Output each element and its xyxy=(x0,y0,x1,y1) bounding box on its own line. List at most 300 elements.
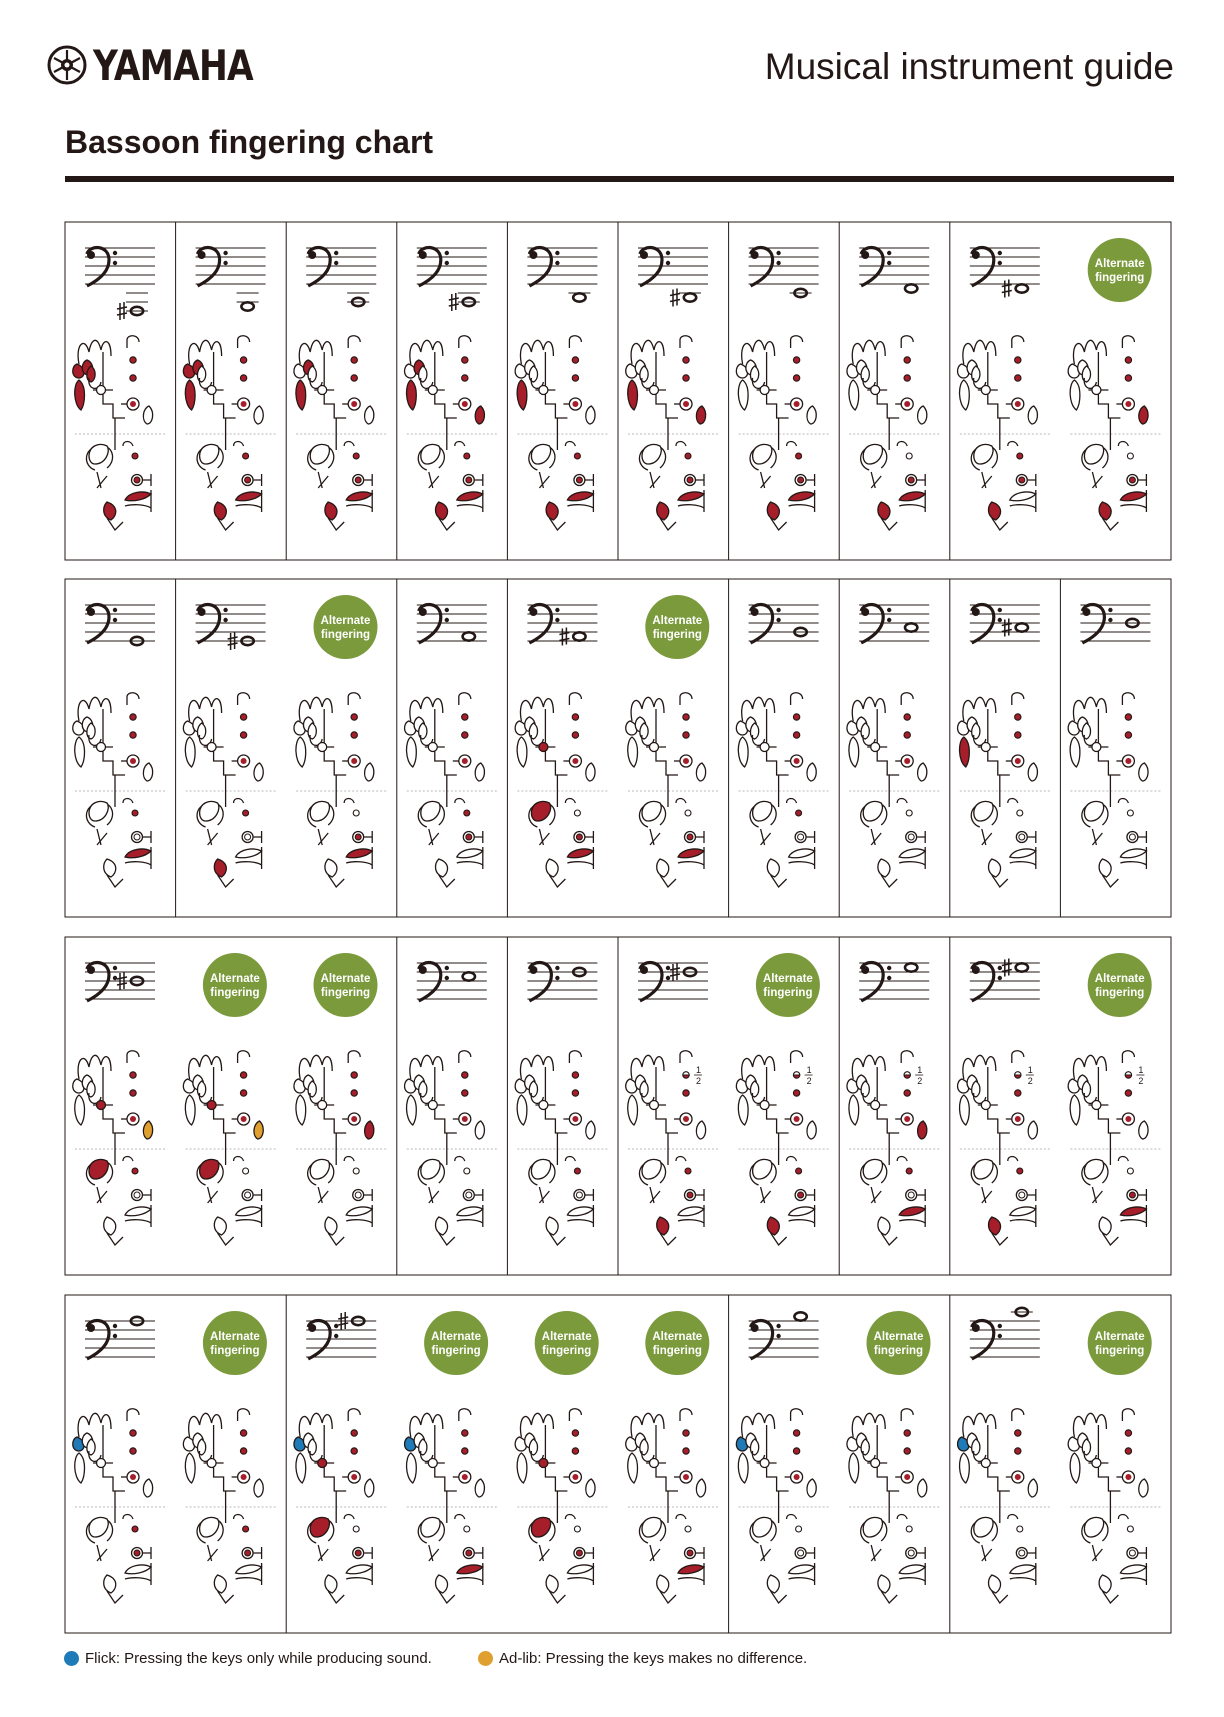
hole-guard xyxy=(901,1409,913,1421)
note-group xyxy=(507,579,720,917)
boot-hole-1 xyxy=(353,1168,359,1174)
boot-hole-arm xyxy=(917,1547,925,1559)
whisper-key xyxy=(1092,743,1101,752)
boot-linkage xyxy=(871,1187,881,1203)
right-thumb-key xyxy=(531,1517,550,1537)
chart-row xyxy=(65,937,1171,1275)
whisper-key xyxy=(760,1101,769,1110)
alternate-label: Alternate xyxy=(1094,1331,1145,1343)
hole-guard xyxy=(1012,1051,1024,1063)
note-head xyxy=(573,293,585,301)
boot-hole-2 xyxy=(134,1550,140,1556)
wing-joint-outline xyxy=(863,1067,899,1133)
wing-keys-outline xyxy=(299,697,332,721)
right-thumb-key xyxy=(200,444,219,464)
clef-head xyxy=(419,608,427,616)
wing-keys-outline xyxy=(1073,697,1106,721)
boot-hole-guard xyxy=(123,1515,133,1520)
thumb-key-bf4 xyxy=(750,1081,758,1097)
right-thumb-key xyxy=(310,444,329,464)
pinky-key xyxy=(918,763,927,781)
finger-hole-3 xyxy=(351,1474,357,1480)
thumb-key-bf3 xyxy=(296,380,306,410)
whisper-key xyxy=(318,386,327,395)
boot-linkage xyxy=(650,1187,660,1203)
clef-head xyxy=(87,251,95,259)
wing-joint-outline xyxy=(863,1425,899,1491)
whisper-key xyxy=(981,743,990,752)
pinky-key xyxy=(586,1479,595,1497)
wing-keys-outline xyxy=(852,1055,885,1079)
hole-guard xyxy=(1122,1409,1134,1421)
thumb-bb-key xyxy=(657,1217,669,1235)
thumb-bb-key xyxy=(878,1217,890,1235)
wing-keys-outline xyxy=(852,697,885,721)
whisper-key xyxy=(207,386,216,395)
boot-hole-2 xyxy=(908,1192,914,1198)
whisper-key xyxy=(207,1101,216,1110)
alternate-badge xyxy=(1088,953,1152,1017)
alternate-label: Alternate xyxy=(652,615,703,627)
clef-head xyxy=(308,1324,316,1332)
right-thumb-key xyxy=(531,444,550,464)
boot-hole-2 xyxy=(1019,834,1025,840)
right-thumb-key xyxy=(642,1517,661,1537)
finger-hole-1 xyxy=(1015,357,1021,363)
pinky-f-key xyxy=(567,849,593,858)
right-thumb-key xyxy=(974,444,993,464)
hole-guard xyxy=(901,336,913,348)
wing-joint-outline xyxy=(1084,352,1120,418)
wing-joint-outline xyxy=(752,1067,788,1133)
boot-hole-2 xyxy=(1129,1192,1135,1198)
finger-hole-2 xyxy=(462,375,468,381)
alternate-label: fingering xyxy=(320,987,371,999)
clef-dot xyxy=(998,261,1002,265)
finger-hole-2 xyxy=(904,1448,910,1454)
finger-hole-3 xyxy=(794,401,800,407)
boot-hole-2 xyxy=(798,1550,804,1556)
thumb-bb-key xyxy=(1099,1575,1111,1593)
clef-head xyxy=(419,966,427,974)
note-head xyxy=(573,632,585,640)
boot-hole-1 xyxy=(132,1168,138,1174)
whisper-key xyxy=(871,1459,880,1468)
alternate-label: fingering xyxy=(873,1345,924,1357)
boot-hole-1 xyxy=(1127,1526,1133,1532)
boot-linkage xyxy=(539,1187,549,1203)
boot-hole-1 xyxy=(685,1168,691,1174)
alternate-badge xyxy=(867,1311,931,1375)
boot-hole-arm xyxy=(254,1189,262,1201)
thumb-bb-key xyxy=(546,502,558,520)
boot-hole-arm xyxy=(1028,831,1036,843)
finger-hole-3 xyxy=(572,401,578,407)
boot-hole-1 xyxy=(906,1526,912,1532)
pinky-f-key xyxy=(457,1565,483,1574)
thumb-key-bf4 xyxy=(750,1439,758,1455)
boot-hole-1 xyxy=(906,810,912,816)
thumb-key-bf4 xyxy=(87,366,95,382)
wing-joint-outline xyxy=(642,352,678,418)
boot-linkage xyxy=(429,829,439,845)
wing-keys-outline xyxy=(852,340,885,364)
pinky-key xyxy=(365,1121,374,1139)
boot-hole-arm xyxy=(696,1189,704,1201)
finger-hole-2 xyxy=(572,1090,578,1096)
thumb-key-bf3 xyxy=(75,737,85,767)
pinky-key xyxy=(475,763,484,781)
wing-keys-outline xyxy=(631,340,664,364)
half-label: 1 xyxy=(1138,1065,1144,1075)
alternate-label: fingering xyxy=(652,1345,702,1357)
hole-guard xyxy=(901,1051,913,1063)
finger-hole-1 xyxy=(130,714,136,720)
half-label: 2 xyxy=(1138,1076,1144,1086)
finger-hole-3 xyxy=(130,758,136,764)
hole-guard xyxy=(569,1051,581,1063)
thumb-key-bf3 xyxy=(628,1453,638,1483)
thumb-bb-key xyxy=(104,1217,116,1235)
thumb-key-bf3 xyxy=(960,380,970,410)
pinky-key xyxy=(1139,1121,1148,1139)
right-thumb-key xyxy=(421,801,440,821)
finger-hole-1 xyxy=(351,357,357,363)
pinky-key xyxy=(1028,1479,1037,1497)
boot-hole-1 xyxy=(132,810,138,816)
finger-hole-3 xyxy=(683,1474,689,1480)
clef-dot xyxy=(334,1334,338,1338)
right-thumb-key xyxy=(753,1517,772,1537)
note-group xyxy=(950,222,1163,560)
thumb-key-bf3 xyxy=(407,1453,417,1483)
thumb-key-bf3 xyxy=(407,1095,417,1125)
pinky-f-key xyxy=(678,492,704,501)
boot-hole-guard xyxy=(455,799,465,804)
boot-hole-guard xyxy=(676,442,686,447)
thumb-bb-key xyxy=(546,1575,558,1593)
finger-hole-1 xyxy=(683,357,689,363)
finger-hole-3 xyxy=(241,758,247,764)
clef-head xyxy=(1082,608,1090,616)
thumb-key-bf4 xyxy=(197,1081,205,1097)
thumb-key-bf3 xyxy=(517,380,527,410)
whisper-key xyxy=(760,743,769,752)
hole-guard xyxy=(127,693,139,705)
wing-keys-outline xyxy=(78,1413,111,1437)
boot-hole-arm xyxy=(585,831,593,843)
finger-hole-1 xyxy=(351,714,357,720)
clef-dot xyxy=(113,618,117,622)
wing-keys-outline xyxy=(520,1413,553,1437)
boot-hole-arm xyxy=(1138,1547,1146,1559)
clef-dot xyxy=(666,251,670,255)
boot-hole-2 xyxy=(134,1192,140,1198)
finger-hole-2 xyxy=(462,732,468,738)
right-thumb-key xyxy=(863,801,882,821)
thumb-key-bf4 xyxy=(640,1081,648,1097)
thumb-bb-key xyxy=(436,859,448,877)
boot-hole-guard xyxy=(787,1157,797,1162)
note-head xyxy=(241,302,253,310)
whisper-key xyxy=(318,1101,327,1110)
clef-dot xyxy=(223,608,227,612)
pinky-key xyxy=(807,1121,816,1139)
half-label: 1 xyxy=(917,1065,923,1075)
right-thumb-key xyxy=(310,1159,329,1179)
thumb-key-bf3 xyxy=(185,1453,195,1483)
whisper-key xyxy=(428,1101,437,1110)
wing-joint-outline xyxy=(752,709,788,775)
sharp-icon xyxy=(670,289,680,307)
boot-hole-arm xyxy=(475,474,483,486)
hole-guard xyxy=(1012,336,1024,348)
clef-dot xyxy=(555,261,559,265)
clef-head xyxy=(529,251,537,259)
thumb-key-bf3 xyxy=(75,380,85,410)
finger-hole-2 xyxy=(240,1448,246,1454)
clef-head xyxy=(87,1324,95,1332)
half-label: 1 xyxy=(696,1065,702,1075)
pinky-key xyxy=(1139,406,1148,424)
wing-keys-outline xyxy=(78,340,111,364)
clef-dot xyxy=(776,1324,780,1328)
boot-hole-guard xyxy=(344,442,354,447)
thumb-key-bf3 xyxy=(75,1095,85,1125)
pinky-f-key xyxy=(1010,1207,1036,1216)
boot-hole-1 xyxy=(574,453,580,459)
hole-guard xyxy=(459,1051,471,1063)
boot-hole-2 xyxy=(466,834,472,840)
hole-guard xyxy=(680,1051,692,1063)
clef-dot xyxy=(555,618,559,622)
whisper-key xyxy=(871,743,880,752)
whisper-key xyxy=(871,386,880,395)
boot-hole-guard xyxy=(1008,1157,1018,1162)
boot-hole-1 xyxy=(1127,453,1133,459)
hole-guard xyxy=(348,336,360,348)
note-group xyxy=(73,1311,278,1603)
note-group xyxy=(176,579,389,917)
boot-hole-2 xyxy=(245,477,251,483)
wing-joint-outline xyxy=(421,1067,457,1133)
note-head xyxy=(463,972,475,980)
boot-hole-2 xyxy=(134,477,140,483)
alternate-label: Alternate xyxy=(762,973,813,985)
pinky-f-key xyxy=(678,1565,704,1574)
wing-joint-outline xyxy=(199,352,235,418)
whisper-key xyxy=(97,1459,106,1468)
thumb-key-bf3 xyxy=(517,737,527,767)
legend xyxy=(64,1644,1174,1672)
thumb-key-bf3 xyxy=(296,1095,306,1125)
wing-keys-outline xyxy=(78,697,111,721)
thumb-bb-key xyxy=(767,1217,779,1235)
boot-hole-arm xyxy=(917,1189,925,1201)
boot-hole-arm xyxy=(364,1547,372,1559)
right-thumb-key xyxy=(753,801,772,821)
wing-joint-outline xyxy=(642,1425,678,1491)
clef-dot xyxy=(113,261,117,265)
thumb-bb-key xyxy=(214,859,226,877)
hole-guard xyxy=(127,1409,139,1421)
thumb-key-bf4 xyxy=(87,1081,95,1097)
wing-keys-outline xyxy=(410,1055,443,1079)
clef-dot xyxy=(445,966,449,970)
finger-hole-2 xyxy=(130,1448,136,1454)
clef-dot xyxy=(555,251,559,255)
wing-keys-outline xyxy=(410,697,443,721)
note-head xyxy=(1016,284,1028,292)
wing-keys-outline xyxy=(742,697,775,721)
thumb-key-bf4 xyxy=(308,1081,316,1097)
boot-hole-arm xyxy=(807,1547,815,1559)
whisper-key xyxy=(97,386,106,395)
boot-hole-guard xyxy=(676,799,686,804)
pinky-f-key xyxy=(678,1207,704,1216)
wing-joint-outline xyxy=(1084,1067,1120,1133)
wing-keys-outline xyxy=(299,340,332,364)
chart-row xyxy=(65,579,1171,917)
alternate-label: Alternate xyxy=(873,1331,924,1343)
boot-hole-guard xyxy=(123,1157,133,1162)
boot-linkage xyxy=(208,829,218,845)
wing-joint-outline xyxy=(310,1067,346,1133)
thumb-key-bf4 xyxy=(197,723,205,739)
clef-dot xyxy=(445,976,449,980)
boot-linkage xyxy=(429,1187,439,1203)
clef-head xyxy=(751,251,759,259)
wing-keys-outline xyxy=(520,697,553,721)
boot-hole-arm xyxy=(585,1189,593,1201)
boot-hole-arm xyxy=(1028,1547,1036,1559)
boot-hole-arm xyxy=(1028,1189,1036,1201)
finger-hole-1 xyxy=(240,714,246,720)
wing-keys-outline xyxy=(299,1413,332,1437)
alternate-label: Alternate xyxy=(431,1331,482,1343)
finger-hole-3 xyxy=(794,1116,800,1122)
finger-hole-1 xyxy=(462,357,468,363)
clef-dot xyxy=(113,608,117,612)
boot-hole-2 xyxy=(355,477,361,483)
finger-hole-1 xyxy=(462,714,468,720)
boot-hole-guard xyxy=(455,1157,465,1162)
pinky-key xyxy=(586,406,595,424)
boot-hole-1 xyxy=(132,1526,138,1532)
pinky-f-key xyxy=(457,492,483,501)
finger-hole-2 xyxy=(351,1448,357,1454)
boot-hole-2 xyxy=(245,834,251,840)
finger-hole-2 xyxy=(240,375,246,381)
boot-hole-arm xyxy=(364,1189,372,1201)
finger-hole-1 xyxy=(904,714,910,720)
alternate-label: fingering xyxy=(1095,987,1145,999)
boot-hole-guard xyxy=(234,1515,244,1520)
clef-dot xyxy=(887,251,891,255)
pinky-key xyxy=(475,406,484,424)
wing-keys-outline xyxy=(963,697,996,721)
boot-hole-arm xyxy=(585,474,593,486)
note-head xyxy=(684,293,696,301)
pinky-f-key xyxy=(1010,492,1036,501)
thumb-key-bf4 xyxy=(308,1439,316,1455)
finger-hole-1 xyxy=(572,1072,578,1078)
note-group xyxy=(729,579,831,917)
boot-hole-guard xyxy=(565,799,575,804)
clef-head xyxy=(972,251,980,259)
half-label: 2 xyxy=(806,1076,812,1086)
pinky-f-key xyxy=(789,849,815,858)
boot-hole-2 xyxy=(1019,1550,1025,1556)
page-title: Bassoon fingering chart xyxy=(65,124,434,160)
boot-linkage xyxy=(318,1187,328,1203)
finger-hole-2 xyxy=(130,1090,136,1096)
boot-hole-arm xyxy=(807,474,815,486)
clef-head xyxy=(87,608,95,616)
thumb-key-bf4 xyxy=(640,1439,648,1455)
clef-dot xyxy=(334,1324,338,1328)
pinky-key xyxy=(1139,1479,1148,1497)
wing-keys-outline xyxy=(852,1413,885,1437)
alternate-label: Alternate xyxy=(209,973,260,985)
hole-guard xyxy=(569,1409,581,1421)
thumb-key-bf4 xyxy=(529,1081,537,1097)
thumb-key-bf3 xyxy=(628,1095,638,1125)
thumb-key-bf3 xyxy=(296,1453,306,1483)
wing-joint-outline xyxy=(199,709,235,775)
boot-hole-2 xyxy=(245,1192,251,1198)
boot-hole-guard xyxy=(897,1157,907,1162)
right-thumb-key xyxy=(531,1159,550,1179)
boot-linkage xyxy=(982,472,992,488)
alternate-label: Alternate xyxy=(209,1331,260,1343)
hole-guard xyxy=(901,693,913,705)
note-head xyxy=(1016,963,1028,971)
thumb-key-bf3 xyxy=(1070,737,1080,767)
whisper-key xyxy=(650,743,659,752)
thumb-bb-key xyxy=(767,1575,779,1593)
finger-hole-2 xyxy=(572,375,578,381)
boot-linkage xyxy=(429,472,439,488)
boot-linkage xyxy=(650,1545,660,1561)
note-group xyxy=(839,222,941,560)
alternate-badge xyxy=(424,1311,488,1375)
boot-hole-2 xyxy=(798,1192,804,1198)
boot-linkage xyxy=(871,472,881,488)
right-thumb-key xyxy=(974,1517,993,1537)
clef-dot xyxy=(113,966,117,970)
half-hole-mark xyxy=(1015,1072,1021,1075)
boot-hole-guard xyxy=(344,799,354,804)
note-group xyxy=(950,579,1052,917)
finger-hole-3 xyxy=(904,401,910,407)
whisper-key xyxy=(760,386,769,395)
pinky-f-key xyxy=(1120,1207,1146,1216)
thumb-bb-key xyxy=(214,502,226,520)
clef-head xyxy=(198,608,206,616)
boot-hole-arm xyxy=(143,1189,151,1201)
note-group xyxy=(286,222,388,560)
clef-head xyxy=(972,608,980,616)
boot-hole-guard xyxy=(344,1157,354,1162)
boot-linkage xyxy=(761,829,771,845)
pinky-key xyxy=(143,406,152,424)
alternate-badge xyxy=(645,1311,709,1375)
thumb-key-bf3 xyxy=(185,737,195,767)
thumb-key-bf4 xyxy=(87,723,95,739)
hole-guard xyxy=(680,336,692,348)
finger-hole-3 xyxy=(241,1474,247,1480)
